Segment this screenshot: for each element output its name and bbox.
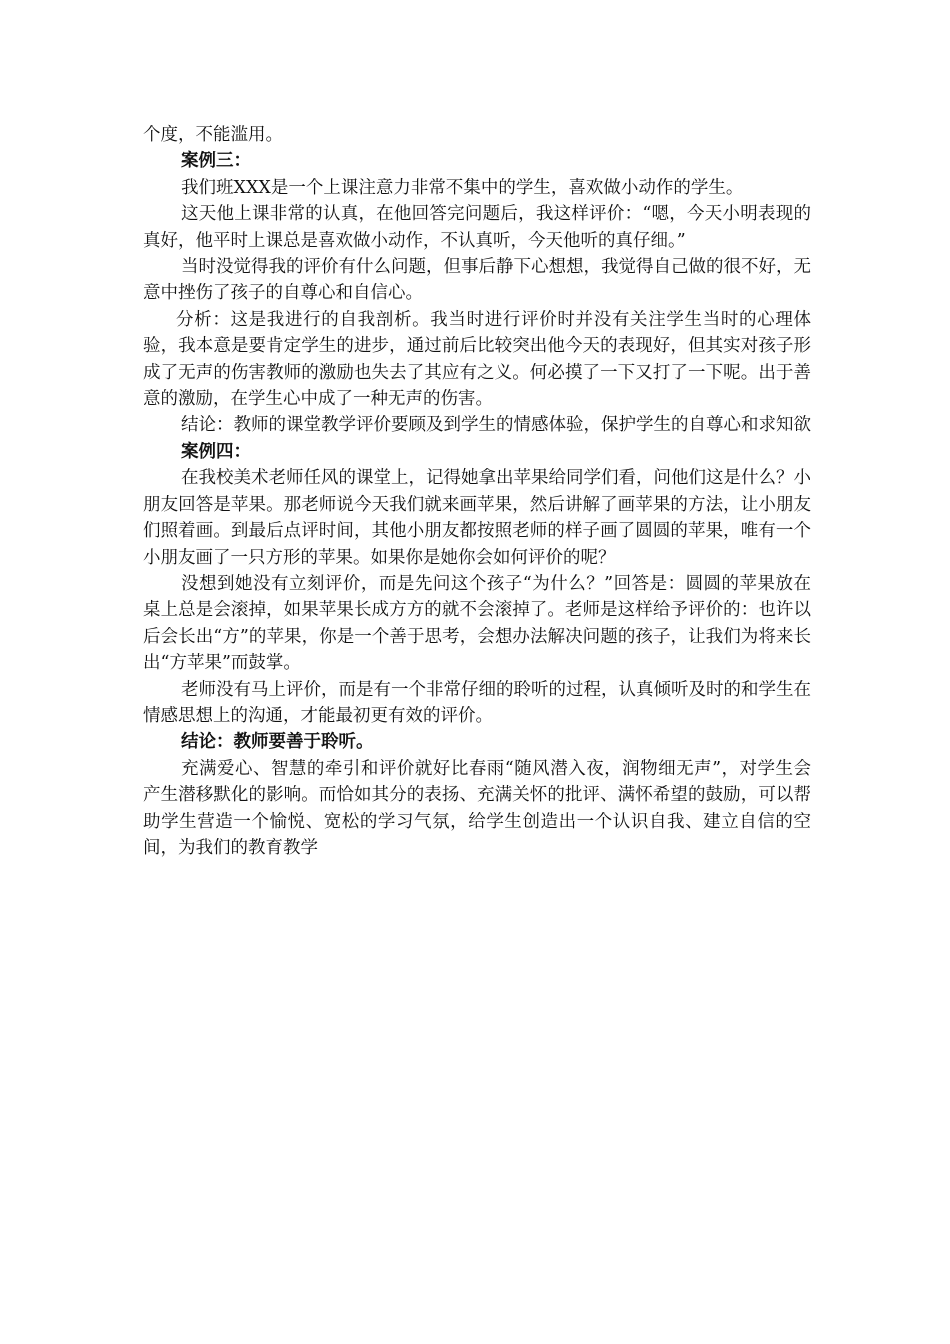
case-three-intro: 我们班XXX是一个上课注意力非常不集中的学生，喜欢做小动作的学生。: [181, 177, 744, 198]
closing-paragraph: 充满爱心、智慧的牵引和评价就好比春雨“随风潜入夜，润物细无声”，对学生会产生潜移默化的影响。而恰如其分的表扬、充满关怀的批评、满怀希望的鼓励，可以帮助学生营造一个愉悦、宽松的学习气氛，给学生创造出一个认识自我、建立自信的空间，为我们的教育教学: [143, 758, 811, 858]
case-four-heading: 案例四：: [181, 441, 251, 462]
document-body: [143, 122, 811, 861]
case-four-intro: 在我校美术老师任风的课堂上，记得她拿出苹果给同学们看，问他们这是什么？小朋友回答是苹果。那老师说今天我们就来画苹果，然后讲解了画苹果的方法，让小朋友们照着画。到最后点评时间，其他小朋友都按照老师的样子画了圆圆的苹果，唯有一个小朋友画了一只方形的苹果。如果你是她你会如何评价的呢？: [143, 468, 811, 568]
case-three-event: 这天他上课非常的认真，在他回答完问题后，我这样评价：“嗯，今天小明表现的真好，他平时上课总是喜欢做小动作，不认真听，今天他听的真仔细。”: [143, 204, 811, 251]
paragraph-continuation: 个度，不能滥用。: [143, 125, 283, 145]
case-three-heading: 案例三：: [181, 151, 251, 172]
case-four-event: 没想到她没有立刻评价，而是先问这个孩子“为什么？”回答是：圆圆的苹果放在桌上总是会滚掉，如果苹果长成方方的就不会滚掉了。老师是这样给予评价的：也许以后会长出“方”的苹果，你是一个善于思考，会想办法解决问题的孩子，让我们为将来长出“方苹果”而鼓掌。: [143, 573, 811, 674]
case-three-reflection: 当时没觉得我的评价有什么问题，但事后静下心想想，我觉得自己做的很不好，无意中挫伤了孩子的自尊心和自信心。: [143, 257, 811, 304]
case-three-conclusion: 结论：教师的课堂教学评价要顾及到学生的情感体验，保护学生的自尊心和求知欲: [181, 415, 811, 436]
case-three-analysis: 分析：这是我进行的自我剖析。我当时进行评价时并没有关注学生当时的心理体验，我本意是要肯定学生的进步，通过前后比较突出他今天的表现好，但其实对孩子形成了无声的伤害教师的激励也失去了其应有之义。何必摸了一下又打了一下呢。出于善意的激励，在学生心中成了一种无声的伤害。: [143, 309, 811, 410]
case-four-analysis: 老师没有马上评价，而是有一个非常仔细的聆听的过程，认真倾听及时的和学生在情感思想上的沟通，才能最初更有效的评价。: [143, 679, 811, 726]
case-four-conclusion: 结论：教师要善于聆听。: [181, 732, 374, 753]
